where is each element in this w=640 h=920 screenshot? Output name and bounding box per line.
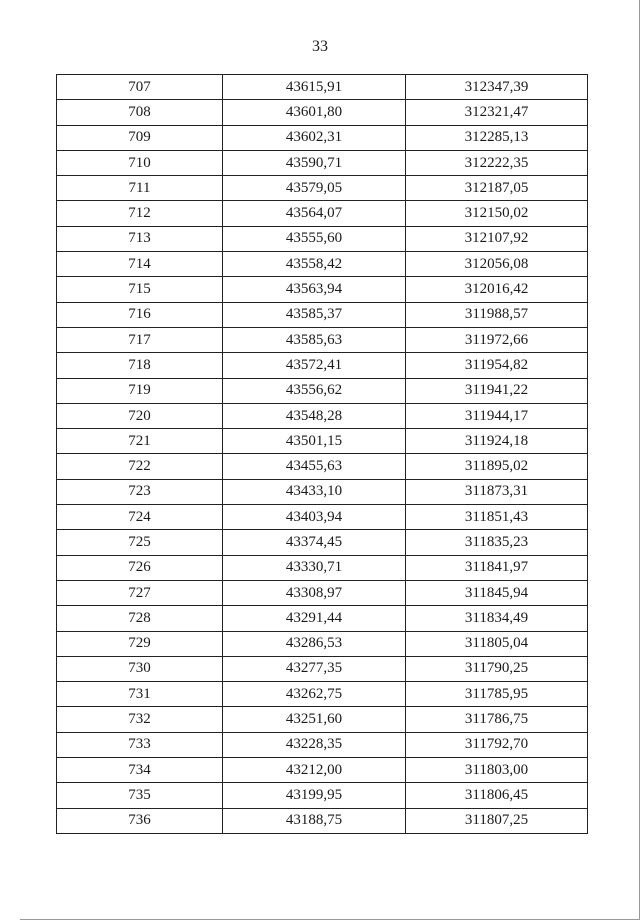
table-row <box>57 176 588 201</box>
y-coordinate-cell: 312222,35 <box>406 150 588 175</box>
point-number-cell: 736 <box>57 808 223 833</box>
x-coordinate-cell: 43374,45 <box>223 530 406 555</box>
x-coordinate-cell: 43277,35 <box>223 656 406 681</box>
x-coordinate-cell: 43308,97 <box>223 580 406 605</box>
point-number-cell: 721 <box>57 429 223 454</box>
point-number-cell: 735 <box>57 783 223 808</box>
point-number-cell: 717 <box>57 327 223 352</box>
x-coordinate-cell: 43590,71 <box>223 150 406 175</box>
point-number-cell: 716 <box>57 302 223 327</box>
x-coordinate-cell: 43262,75 <box>223 682 406 707</box>
point-number-cell: 730 <box>57 656 223 681</box>
x-coordinate-cell: 43501,15 <box>223 429 406 454</box>
point-number-cell: 709 <box>57 125 223 150</box>
x-coordinate-cell: 43199,95 <box>223 783 406 808</box>
table-row <box>57 226 588 251</box>
x-coordinate-cell: 43228,35 <box>223 732 406 757</box>
point-number-cell: 724 <box>57 505 223 530</box>
x-coordinate-cell: 43556,62 <box>223 378 406 403</box>
y-coordinate-cell: 311807,25 <box>406 808 588 833</box>
point-number-cell: 732 <box>57 707 223 732</box>
x-coordinate-cell: 43579,05 <box>223 176 406 201</box>
y-coordinate-cell: 311792,70 <box>406 732 588 757</box>
table-row <box>57 100 588 125</box>
x-coordinate-cell: 43555,60 <box>223 226 406 251</box>
x-coordinate-cell: 43615,91 <box>223 75 406 100</box>
y-coordinate-cell: 311972,66 <box>406 327 588 352</box>
y-coordinate-cell: 311851,43 <box>406 505 588 530</box>
y-coordinate-cell: 312321,47 <box>406 100 588 125</box>
table-row <box>57 277 588 302</box>
table-row <box>57 327 588 352</box>
y-coordinate-cell: 312056,08 <box>406 252 588 277</box>
y-coordinate-cell: 311988,57 <box>406 302 588 327</box>
point-number-cell: 727 <box>57 580 223 605</box>
y-coordinate-cell: 312187,05 <box>406 176 588 201</box>
x-coordinate-cell: 43286,53 <box>223 631 406 656</box>
coordinates-table <box>56 74 588 834</box>
x-coordinate-cell: 43433,10 <box>223 479 406 504</box>
y-coordinate-cell: 311806,45 <box>406 783 588 808</box>
point-number-cell: 722 <box>57 454 223 479</box>
table-row <box>57 75 588 100</box>
x-coordinate-cell: 43291,44 <box>223 606 406 631</box>
point-number-cell: 733 <box>57 732 223 757</box>
point-number-cell: 712 <box>57 201 223 226</box>
coordinates-table-body <box>57 75 588 834</box>
point-number-cell: 713 <box>57 226 223 251</box>
x-coordinate-cell: 43251,60 <box>223 707 406 732</box>
table-row <box>57 252 588 277</box>
x-coordinate-cell: 43548,28 <box>223 403 406 428</box>
table-row <box>57 732 588 757</box>
point-number-cell: 715 <box>57 277 223 302</box>
point-number-cell: 729 <box>57 631 223 656</box>
y-coordinate-cell: 311790,25 <box>406 656 588 681</box>
point-number-cell: 719 <box>57 378 223 403</box>
y-coordinate-cell: 311924,18 <box>406 429 588 454</box>
y-coordinate-cell: 311895,02 <box>406 454 588 479</box>
point-number-cell: 725 <box>57 530 223 555</box>
point-number-cell: 707 <box>57 75 223 100</box>
y-coordinate-cell: 312016,42 <box>406 277 588 302</box>
x-coordinate-cell: 43601,80 <box>223 100 406 125</box>
y-coordinate-cell: 311841,97 <box>406 555 588 580</box>
table-row <box>57 783 588 808</box>
point-number-cell: 718 <box>57 353 223 378</box>
y-coordinate-cell: 311785,95 <box>406 682 588 707</box>
table-row <box>57 454 588 479</box>
point-number-cell: 734 <box>57 758 223 783</box>
point-number-cell: 710 <box>57 150 223 175</box>
x-coordinate-cell: 43564,07 <box>223 201 406 226</box>
x-coordinate-cell: 43403,94 <box>223 505 406 530</box>
x-coordinate-cell: 43212,00 <box>223 758 406 783</box>
table-row <box>57 606 588 631</box>
table-row <box>57 530 588 555</box>
y-coordinate-cell: 311944,17 <box>406 403 588 428</box>
table-row <box>57 555 588 580</box>
x-coordinate-cell: 43585,37 <box>223 302 406 327</box>
x-coordinate-cell: 43455,63 <box>223 454 406 479</box>
point-number-cell: 726 <box>57 555 223 580</box>
x-coordinate-cell: 43563,94 <box>223 277 406 302</box>
point-number-cell: 728 <box>57 606 223 631</box>
page-number: 33 <box>312 38 328 55</box>
x-coordinate-cell: 43602,31 <box>223 125 406 150</box>
table-row <box>57 403 588 428</box>
table-row <box>57 125 588 150</box>
y-coordinate-cell: 311941,22 <box>406 378 588 403</box>
point-number-cell: 714 <box>57 252 223 277</box>
y-coordinate-cell: 312347,39 <box>406 75 588 100</box>
y-coordinate-cell: 312285,13 <box>406 125 588 150</box>
table-row <box>57 353 588 378</box>
x-coordinate-cell: 43330,71 <box>223 555 406 580</box>
y-coordinate-cell: 311954,82 <box>406 353 588 378</box>
y-coordinate-cell: 311834,49 <box>406 606 588 631</box>
point-number-cell: 723 <box>57 479 223 504</box>
y-coordinate-cell: 311873,31 <box>406 479 588 504</box>
table-row <box>57 505 588 530</box>
table-row <box>57 707 588 732</box>
table-row <box>57 479 588 504</box>
table-row <box>57 378 588 403</box>
table-row <box>57 429 588 454</box>
y-coordinate-cell: 311803,00 <box>406 758 588 783</box>
table-row <box>57 808 588 833</box>
y-coordinate-cell: 311786,75 <box>406 707 588 732</box>
table-row <box>57 201 588 226</box>
y-coordinate-cell: 312107,92 <box>406 226 588 251</box>
point-number-cell: 731 <box>57 682 223 707</box>
x-coordinate-cell: 43188,75 <box>223 808 406 833</box>
table-row <box>57 631 588 656</box>
point-number-cell: 720 <box>57 403 223 428</box>
y-coordinate-cell: 311845,94 <box>406 580 588 605</box>
table-row <box>57 682 588 707</box>
table-row <box>57 150 588 175</box>
table-row <box>57 656 588 681</box>
x-coordinate-cell: 43585,63 <box>223 327 406 352</box>
point-number-cell: 708 <box>57 100 223 125</box>
y-coordinate-cell: 312150,02 <box>406 201 588 226</box>
x-coordinate-cell: 43558,42 <box>223 252 406 277</box>
table-row <box>57 302 588 327</box>
table-row <box>57 758 588 783</box>
y-coordinate-cell: 311805,04 <box>406 631 588 656</box>
table-row <box>57 580 588 605</box>
x-coordinate-cell: 43572,41 <box>223 353 406 378</box>
y-coordinate-cell: 311835,23 <box>406 530 588 555</box>
point-number-cell: 711 <box>57 176 223 201</box>
